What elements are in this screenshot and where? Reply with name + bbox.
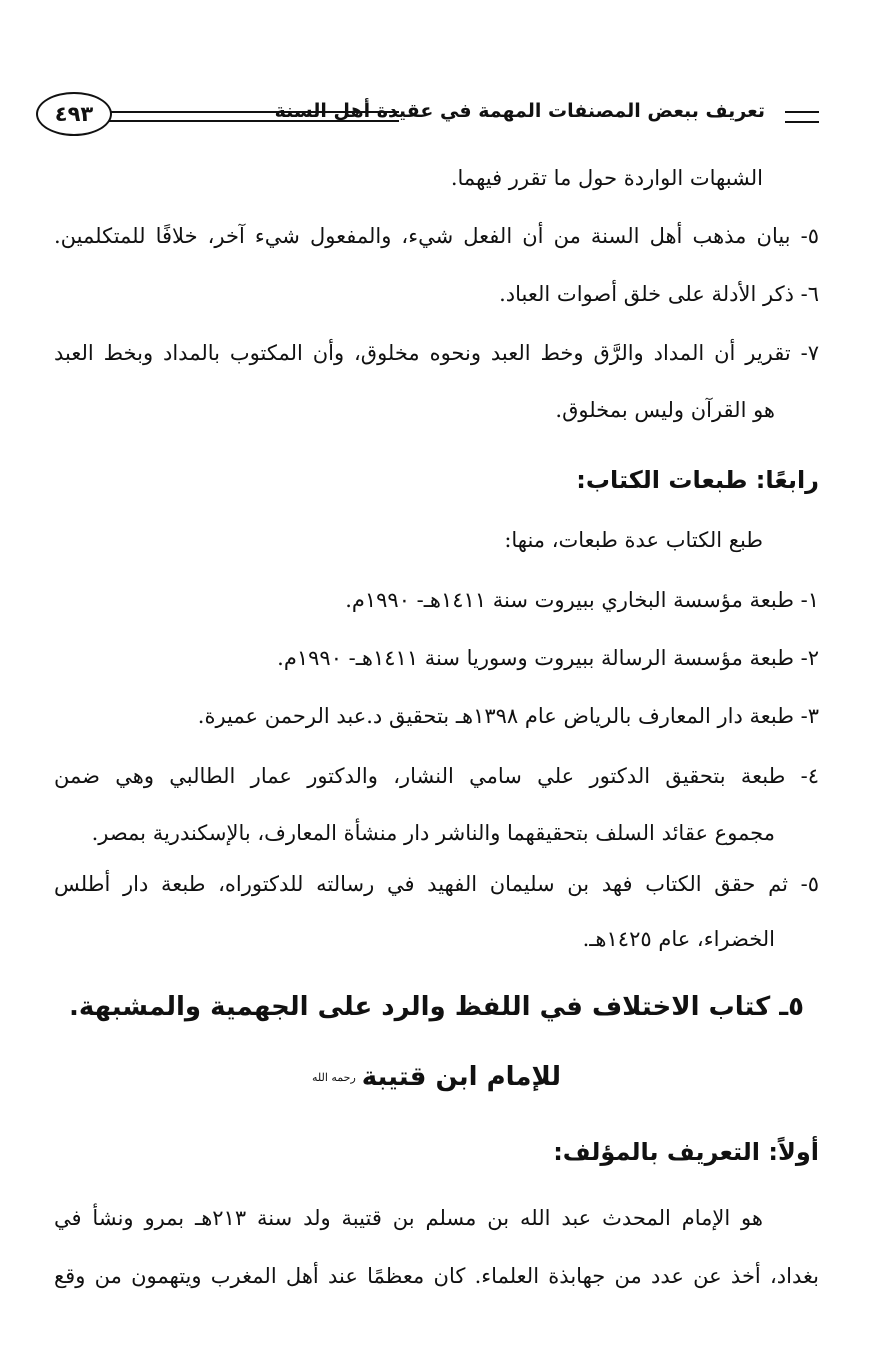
- section-heading: رابعًا: طبعات الكتاب:: [576, 466, 819, 494]
- list-item: ٥- ثم حقق الكتاب فهد بن سليمان الفهيد في رسالته للدكتوراه، طبعة دار أطلس: [54, 872, 819, 896]
- book-author: [0, 1062, 873, 1092]
- running-header-title: تعريف ببعض المصنفات المهمة في عقيدة أهل السنة: [269, 100, 771, 122]
- book-author-name: للإمام ابن قتيبة: [361, 1062, 562, 1092]
- book-title: ٥ـ كتاب الاختلاف في اللفظ والرد على الجهمية والمشبهة.: [68, 992, 805, 1022]
- list-item: ٧- تقرير أن المداد والرَّق وخط العبد ونحوه مخلوق، وأن المكتوب بالمداد وبخط العبد: [54, 341, 819, 365]
- header-decoration: [785, 111, 819, 123]
- paragraph-line: بغداد، أخذ عن عدد من جهابذة العلماء. كان معظمًا عند أهل المغرب ويتهمون من وقع: [54, 1264, 819, 1288]
- list-item: ٢- طبعة مؤسسة الرسالة ببيروت وسوريا سنة ١٤١١هـ- ١٩٩٠م.: [277, 646, 819, 670]
- honorific-glyph: رحمه الله: [311, 1071, 356, 1084]
- list-item: ٦- ذكر الأدلة على خلق أصوات العباد.: [499, 282, 819, 306]
- list-item: ٣- طبعة دار المعارف بالرياض عام ١٣٩٨هـ بتحقيق د.عبد الرحمن عميرة.: [197, 704, 819, 728]
- section-heading: أولاً: التعريف بالمؤلف:: [553, 1138, 819, 1166]
- page-number: ٤٩٣: [36, 92, 112, 136]
- list-item: ١- طبعة مؤسسة البخاري ببيروت سنة ١٤١١هـ- ١٩٩٠م.: [345, 588, 819, 612]
- list-item-continuation: مجموع عقائد السلف بتحقيقهما والناشر دار منشأة المعارف، بالإسكندرية بمصر.: [91, 821, 775, 845]
- list-item-continuation: الخضراء، عام ١٤٢٥هـ.: [582, 927, 775, 951]
- paragraph-line: هو الإمام المحدث عبد الله بن مسلم بن قتيبة ولد سنة ٢١٣هـ بمرو ونشأ في: [54, 1206, 763, 1230]
- list-item: ٥- بيان مذهب أهل السنة من أن الفعل شيء، والمفعول شيء آخر، خلافًا للمتكلمين.: [54, 224, 819, 248]
- list-item: ٤- طبعة بتحقيق الدكتور علي سامي النشار، والدكتور عمار الطالبي وهي ضمن: [54, 764, 819, 788]
- page-header: [36, 92, 819, 138]
- paragraph-line: طبع الكتاب عدة طبعات، منها:: [504, 528, 763, 552]
- list-item-continuation: هو القرآن وليس بمخلوق.: [555, 398, 775, 422]
- paragraph-line: الشبهات الواردة حول ما تقرر فيهما.: [450, 166, 763, 190]
- header-rule: [104, 111, 399, 122]
